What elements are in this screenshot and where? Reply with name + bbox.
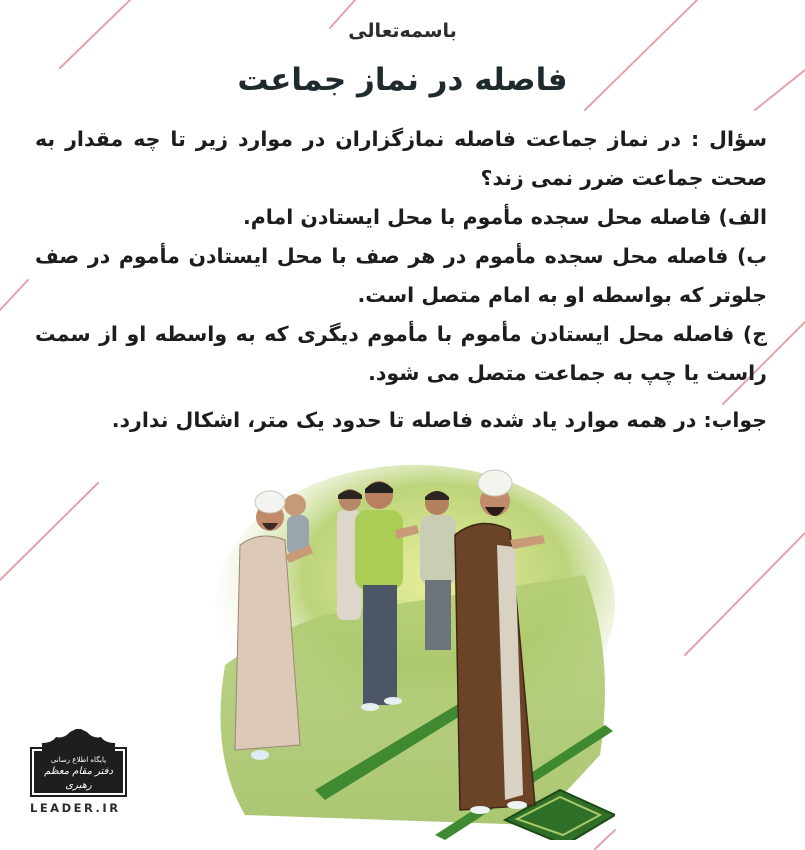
congregational-prayer-illustration	[205, 455, 615, 840]
logo-emblem	[30, 747, 127, 797]
logo-top-text: پایگاه اطلاع رسانی	[50, 756, 107, 764]
logo-caption: LEADER.IR	[30, 801, 121, 815]
answer-text: جواب: در همه موارد یاد شده فاصله تا حدود یک متر، اشکال ندارد.	[111, 408, 767, 432]
dome-shape-icon	[42, 729, 115, 751]
logo-main-text: دفتر مقام معظم رهبری	[44, 766, 113, 791]
bismillah-heading: باسمه‌تعالی	[348, 20, 457, 42]
item-be: ب) فاصله محل سجده مأموم در هر صف با محل ایستادن مأموم در صف جلوتر که بواسطه او به امام متصل است.	[35, 244, 767, 307]
item-alef: الف) فاصله محل سجده مأموم با محل ایستادن امام.	[243, 205, 767, 229]
leader-ir-logo	[30, 727, 125, 815]
item-jim: ج) فاصله محل ایستادن مأموم با مأموم دیگری که به واسطه او از سمت راست یا چپ به جماعت متصل می شود.	[35, 322, 767, 385]
question-answer-body	[35, 120, 767, 440]
worshipper-back-1	[284, 494, 309, 555]
page-title: فاصله در نماز جماعت	[237, 62, 568, 98]
question-text: سؤال : در نماز جماعت فاصله نمازگزاران در موارد زیر تا چه مقدار به صحت جماعت ضرر نمی زند؟	[35, 127, 767, 190]
